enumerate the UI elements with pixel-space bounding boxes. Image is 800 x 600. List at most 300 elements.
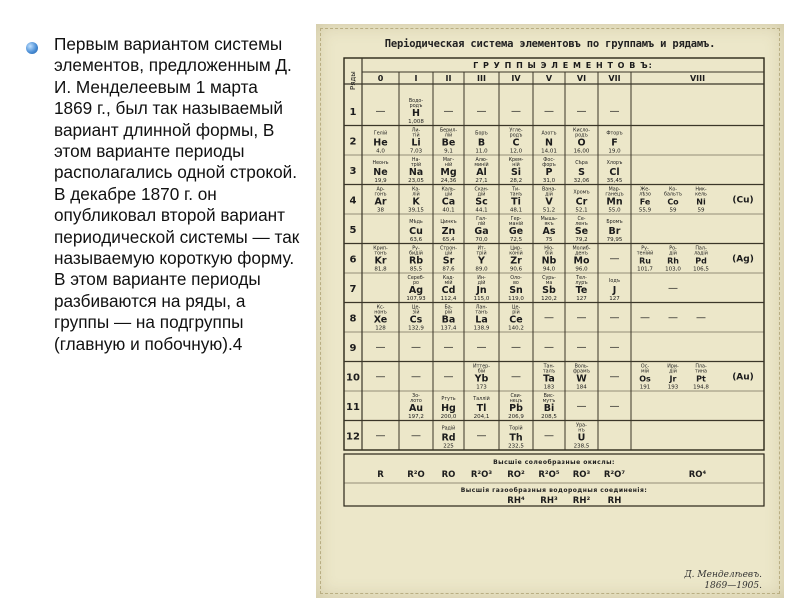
element-name-Na-cont: трій [410, 163, 422, 168]
element-symbol-P: P [545, 167, 553, 178]
element-weight-Zn: 65,4 [442, 237, 455, 243]
empty-cell-dash: — [443, 105, 454, 117]
element-weight-U: 238,5 [573, 443, 590, 450]
element-weight-K: 39,15 [408, 207, 424, 214]
element-name-Ti: Ти- [512, 187, 520, 193]
element-name-Rh: Ро- [669, 246, 677, 252]
hydrides-title: Высшія газообразныя водородныя соединенія: [460, 487, 648, 494]
element-symbol-Ar: Ar [374, 196, 387, 208]
element-symbol-Ag: Ag [408, 285, 424, 296]
element-name-U-cont: нъ [578, 428, 585, 434]
element-name-Ag: Сереб- [407, 276, 425, 281]
element-symbol-Xe: Xe [373, 314, 388, 326]
element-name-Th: Торій [509, 426, 523, 432]
element-weight-Rd: 225 [443, 443, 454, 450]
element-symbol-Nb: Nb [541, 255, 557, 267]
element-weight-La: 138,9 [473, 325, 490, 332]
element-weight-Th: 232,5 [508, 443, 524, 450]
element-name-As-cont: якъ [544, 222, 554, 227]
element-symbol-Rb: Rb [408, 255, 424, 267]
row-number-6: 6 [349, 254, 357, 266]
empty-cell-dash: — [411, 430, 421, 442]
element-weight-Ru: 101,7 [637, 266, 653, 273]
element-weight-W: 184 [576, 384, 587, 391]
element-symbol-Cl: Cl [609, 167, 620, 178]
element-name-Rh-cont: дій [669, 251, 677, 257]
element-symbol-Be: Be [441, 137, 456, 149]
element-weight-O: 16,00 [573, 148, 590, 155]
element-name-K: Ка- [411, 187, 421, 193]
oxide-formula-1: R²O [407, 470, 425, 480]
empty-cell-dash: — [668, 282, 678, 294]
group-number-VII: VII [608, 74, 621, 83]
element-weight-Co: 59 [669, 207, 677, 214]
row-number-1: 1 [349, 106, 357, 118]
slide-text: Первым вариантом системы элементов, предложенным Д. И. Менделеевым 1 марта 1869 г., был так называемый вариант длинной формы, В этом варианте периоды располагались одной строкой. В декабре 1870 г. он опубликовал второй вариант периодической системы — так называемую короткую форму. В этом варианте периоды разбиваются на ряды, а группы — на подгруппы (главную и побочную).4 [54, 34, 300, 354]
element-symbol-Cu: Cu [409, 226, 423, 237]
element-name-H-cont: родъ [409, 104, 423, 109]
row-number-12: 12 [346, 431, 360, 443]
element-name-Cd: Кад- [442, 276, 455, 281]
hydride-formula-2: RH² [572, 496, 591, 506]
element-weight-Ce: 140,2 [508, 325, 524, 332]
element-weight-As: 75 [545, 237, 553, 243]
empty-cell-dash: — [511, 341, 521, 353]
element-name-Pb-cont: нецъ [509, 399, 523, 404]
element-weight-P: 31,0 [542, 178, 556, 184]
element-name-Ca-cont: цій [444, 192, 453, 198]
element-name-Mo: Молиб- [572, 246, 591, 252]
element-name-Cl: Хлоръ [606, 161, 623, 166]
element-weight-Kr: 81,8 [374, 266, 387, 273]
group-number-V: V [545, 74, 553, 83]
element-symbol-Sc: Sc [475, 196, 488, 208]
element-weight-Nb: 94,0 [542, 266, 556, 273]
group-number-VI: VI [576, 74, 587, 83]
empty-cell-dash: — [375, 371, 386, 383]
element-name-C: Угле- [509, 128, 523, 134]
element-name-Au: Зо- [412, 394, 420, 399]
element-weight-N: 14,01 [541, 148, 557, 155]
element-name-Ag-cont: ро [413, 281, 419, 286]
element-weight-H: 1,008 [408, 119, 424, 125]
element-weight-Ta: 183 [543, 384, 555, 391]
element-symbol-U: U [577, 432, 586, 444]
element-weight-Cu: 63,6 [409, 237, 423, 243]
element-weight-Mn: 55,0 [608, 207, 621, 214]
author-years: 1869—1905. [704, 581, 762, 591]
group-eight-bracket-(Ag): (Ag) [732, 254, 754, 265]
element-symbol-Sr: Sr [442, 255, 455, 267]
empty-cell-dash: — [609, 312, 620, 324]
element-name-Br: Бромъ [606, 220, 623, 225]
element-name-Sb: Сурь- [542, 276, 556, 281]
element-weight-Au: 197,2 [408, 414, 424, 420]
element-name-Ge-cont: маній [508, 222, 524, 227]
element-name-Ni: Ник- [695, 187, 707, 193]
element-symbol-S: S [578, 167, 585, 178]
element-name-Mn-cont: ганецъ [605, 192, 624, 198]
element-symbol-Co: Co [667, 197, 679, 207]
element-weight-Mo: 96,0 [575, 266, 588, 273]
element-symbol-Y: Y [478, 255, 485, 267]
element-name-Ce-cont: рій [512, 310, 520, 316]
element-name-Te-cont: луръ [575, 281, 588, 286]
element-name-La: Лан- [475, 305, 488, 311]
element-symbol-Ru: Ru [639, 256, 651, 266]
element-name-Kr-cont: тонъ [374, 251, 387, 257]
element-symbol-Te: Te [575, 285, 588, 296]
element-name-P-cont: форъ [542, 163, 556, 168]
element-symbol-Ni: Ni [696, 197, 706, 207]
element-symbol-Mn: Mn [606, 196, 623, 208]
empty-cell-dash: — [576, 400, 587, 412]
element-symbol-Mg: Mg [440, 167, 457, 178]
element-name-Zn: Цинкъ [440, 220, 457, 225]
element-weight-Mg: 24,36 [440, 178, 457, 184]
element-name-Tl: Таллій [473, 397, 490, 402]
element-weight-Cs: 132,9 [408, 325, 424, 332]
element-name-Nb-cont: бій [545, 251, 553, 257]
row-number-9: 9 [349, 342, 357, 354]
element-name-Ne: Неонъ [372, 161, 389, 166]
element-weight-He: 4,0 [376, 148, 385, 155]
element-name-As: Мышь- [540, 217, 558, 222]
element-weight-Cd: 112,4 [440, 296, 457, 302]
element-weight-Na: 23,05 [408, 178, 424, 184]
element-name-Li: Ли- [411, 128, 421, 134]
empty-cell-dash: — [544, 341, 554, 353]
element-name-N: Азотъ [541, 131, 557, 137]
element-symbol-Ne: Ne [373, 167, 388, 178]
element-symbol-Rd: Rd [441, 432, 456, 444]
row-number-8: 8 [349, 313, 357, 325]
element-name-Si-cont: ній [512, 163, 520, 168]
element-weight-Rh: 103,0 [665, 266, 681, 273]
element-name-Se-cont: ленъ [575, 222, 588, 227]
element-name-Jr-cont: дій [669, 369, 677, 375]
empty-cell-dash: — [375, 430, 386, 442]
element-name-Y-cont: трій [476, 251, 487, 257]
empty-cell-dash: — [696, 312, 706, 324]
periodic-table-scan [316, 24, 784, 598]
element-name-Xe: Кс- [376, 305, 385, 311]
empty-cell-dash: — [544, 430, 554, 442]
element-symbol-F: F [611, 137, 618, 149]
group-number-VIII: VIII [689, 74, 706, 83]
element-weight-Pd: 106,5 [693, 266, 709, 273]
row-number-2: 2 [349, 136, 357, 148]
empty-cell-dash: — [609, 105, 620, 117]
element-name-Fe-cont: лѣзо [639, 192, 651, 198]
oxide-formula-3: R²O³ [470, 470, 493, 480]
element-weight-B: 11,0 [475, 148, 488, 155]
element-name-Ta: Тан- [543, 364, 555, 370]
element-symbol-Ta: Ta [543, 373, 555, 385]
element-name-Yb-cont: бій [477, 369, 486, 375]
element-name-Kr: Крип- [373, 246, 388, 252]
empty-cell-dash: — [411, 341, 421, 353]
group-eight-bracket-(Cu): (Cu) [732, 195, 754, 206]
element-weight-Ba: 137,4 [440, 325, 457, 332]
element-name-Sn: Оло- [510, 276, 522, 281]
element-name-Se: Се- [577, 217, 586, 222]
empty-cell-dash: — [511, 371, 521, 383]
group-number-0: 0 [377, 74, 384, 83]
element-name-Ba: Ба- [444, 305, 453, 311]
empty-cell-dash: — [476, 105, 487, 117]
element-symbol-Mo: Mo [573, 255, 590, 267]
element-symbol-Cs: Cs [409, 314, 423, 326]
element-name-Jn: Ин- [477, 276, 486, 281]
empty-cell-dash: — [576, 341, 587, 353]
element-weight-J: 127 [609, 296, 620, 302]
empty-cell-dash: — [576, 312, 587, 324]
element-weight-Ti: 48,1 [509, 207, 523, 214]
element-weight-Br: 79,95 [606, 237, 623, 243]
empty-cell-dash: — [411, 371, 421, 383]
element-weight-Ge: 72,5 [509, 237, 523, 243]
element-name-Pd: Пал- [695, 246, 707, 252]
element-name-Cd-cont: мій [444, 281, 453, 286]
element-weight-Ar: 38 [377, 207, 384, 214]
element-name-Rb: Ру- [412, 246, 420, 252]
element-name-Sc: Скан- [474, 187, 489, 193]
element-name-Co: Ко- [668, 187, 678, 193]
element-name-Ga: Гал- [476, 217, 487, 222]
element-name-Bi-cont: мутъ [542, 399, 556, 404]
element-name-Al-cont: миній [474, 163, 489, 168]
element-name-H: Водо- [408, 99, 424, 104]
element-weight-Se: 79,2 [575, 237, 588, 243]
element-name-Ge: Гер- [510, 217, 522, 222]
element-name-Rb-cont: бидій [409, 251, 423, 257]
element-symbol-Br: Br [608, 226, 621, 237]
element-name-Bi: Вис- [543, 394, 555, 399]
element-symbol-Ga: Ga [474, 226, 489, 237]
element-name-K-cont: лій [412, 192, 420, 198]
empty-cell-dash: — [443, 341, 454, 353]
element-name-O-cont: родъ [575, 133, 588, 139]
element-symbol-As: As [542, 226, 556, 237]
row-number-5: 5 [349, 224, 357, 236]
empty-cell-dash: — [609, 400, 620, 412]
element-name-Be: Берил- [439, 128, 458, 134]
element-weight-Ca: 40,1 [442, 207, 455, 214]
element-symbol-N: N [545, 137, 553, 149]
element-name-Cs-cont: зій [412, 310, 420, 316]
element-weight-Pt: 194,8 [693, 384, 709, 391]
oxide-formula-2: RO [441, 470, 456, 480]
empty-cell-dash: — [476, 341, 487, 353]
element-name-Pb: Сви- [510, 394, 522, 399]
group-number-II: II [445, 74, 452, 83]
empty-cell-dash: — [544, 105, 554, 117]
oxide-formula-7: R²O⁷ [603, 470, 626, 480]
element-symbol-Se: Se [574, 226, 589, 237]
element-name-Ca: Каль- [441, 187, 456, 193]
element-name-Os: Ос- [640, 364, 650, 370]
element-name-Ta-cont: талъ [542, 369, 556, 375]
element-weight-V: 51,2 [542, 207, 556, 214]
element-symbol-Sn: Sn [509, 285, 523, 296]
element-weight-Os: 191 [639, 384, 651, 391]
element-name-W: Воль- [574, 364, 589, 370]
element-symbol-Cr: Cr [575, 196, 588, 208]
element-name-U: Ура- [576, 423, 587, 429]
element-name-Sn-cont: во [513, 281, 519, 286]
element-symbol-Yb: Yb [474, 373, 489, 385]
element-symbol-J: J [612, 285, 617, 296]
element-name-Ga-cont: лій [477, 222, 486, 227]
element-weight-F: 19,0 [608, 148, 621, 155]
element-name-J: Іодъ [608, 279, 621, 284]
element-name-P: Фос- [543, 158, 555, 163]
group-number-III: III [477, 74, 486, 83]
element-symbol-Ge: Ge [508, 226, 524, 237]
element-name-Pt-cont: тина [695, 369, 707, 375]
row-number-10: 10 [346, 372, 360, 384]
element-symbol-Hg: Hg [441, 403, 456, 414]
element-weight-Fe: 55,9 [638, 207, 652, 214]
element-name-Os-cont: мій [640, 369, 650, 375]
element-name-Ti-cont: танъ [509, 192, 523, 198]
empty-cell-dash: — [576, 105, 587, 117]
element-name-Zr: Цир- [510, 246, 522, 252]
empty-cell-dash: — [443, 371, 454, 383]
element-name-Yb: Иттер- [473, 364, 490, 370]
element-weight-S: 32,06 [573, 178, 590, 184]
element-symbol-Si: Si [510, 167, 522, 178]
author-signature [684, 570, 762, 592]
element-name-Nb: Ніо- [544, 246, 554, 252]
element-symbol-W: W [576, 373, 587, 385]
element-symbol-Pt: Pt [696, 374, 706, 384]
empty-cell-dash: — [609, 371, 620, 383]
periodic-table [316, 24, 784, 598]
element-name-Cs: Це- [411, 305, 421, 311]
element-symbol-B: B [477, 137, 486, 149]
element-symbol-Kr: Kr [374, 255, 387, 267]
element-weight-Xe: 128 [375, 325, 386, 332]
element-name-Na: На- [411, 158, 421, 163]
element-weight-Be: 9,1 [444, 148, 453, 155]
element-name-Al: Алю- [475, 158, 488, 163]
element-symbol-Pb: Pb [509, 403, 523, 414]
element-name-W-cont: фрамъ [572, 369, 591, 375]
element-name-O: Кисло- [573, 128, 590, 134]
element-weight-Jn: 115,0 [473, 296, 490, 302]
element-symbol-He: He [373, 137, 388, 149]
table-title: Періодическая система элементовъ по группамъ и рядамъ. [384, 38, 716, 50]
empty-cell-dash: — [544, 312, 554, 324]
element-name-Li-cont: тій [412, 133, 420, 139]
element-name-Jn-cont: дій [477, 281, 486, 286]
element-name-V: Вана- [541, 187, 557, 193]
empty-cell-dash: — [476, 430, 487, 442]
element-symbol-Tl: Tl [476, 403, 487, 414]
element-weight-Yb: 173 [476, 384, 487, 391]
element-weight-Sn: 119,0 [508, 296, 524, 302]
element-name-Hg: Ртуть [441, 397, 456, 402]
element-name-Xe-cont: нонъ [374, 310, 387, 316]
element-name-Te: Тел- [576, 276, 587, 281]
element-weight-Sr: 87,6 [442, 266, 455, 273]
element-weight-C: 12,0 [509, 148, 523, 155]
element-weight-Si: 28,2 [509, 178, 523, 184]
element-name-Ar: Ар- [376, 187, 385, 193]
hydride-formula-3: RH [607, 496, 622, 506]
element-symbol-Sb: Sb [542, 285, 556, 296]
empty-cell-dash: — [640, 312, 650, 324]
element-name-Pd-cont: ладій [694, 251, 708, 257]
bullet-icon [26, 42, 38, 54]
author-name: Д. Менделѣевъ. [684, 570, 762, 580]
element-name-Mn: Мар- [608, 187, 621, 193]
element-weight-Al: 27,1 [475, 178, 488, 184]
element-name-Ru: Ру- [641, 246, 649, 252]
element-symbol-Zr: Zr [510, 255, 522, 267]
row-number-3: 3 [349, 165, 357, 177]
element-name-Sc-cont: дій [477, 192, 486, 198]
oxides-title: Высшіе солеобразные окислы: [493, 459, 615, 466]
element-weight-Hg: 200,0 [440, 414, 457, 420]
element-name-Ru-cont: тенійй [636, 251, 654, 257]
element-name-Si: Крем- [508, 158, 524, 163]
element-name-Jr: Ири- [667, 364, 679, 370]
element-symbol-Al: Al [476, 167, 487, 178]
element-symbol-Ba: Ba [441, 314, 456, 326]
element-weight-Cr: 52,1 [575, 207, 588, 214]
element-name-Mo-cont: денъ [575, 251, 588, 257]
element-symbol-Fe: Fe [639, 197, 651, 207]
element-weight-Rb: 85,5 [409, 266, 423, 273]
element-weight-Ne: 19,9 [374, 178, 387, 184]
element-symbol-Ca: Ca [441, 196, 456, 208]
element-symbol-H: H [412, 108, 420, 119]
element-symbol-Na: Na [408, 167, 424, 178]
element-weight-Li: 7,03 [409, 148, 423, 155]
oxide-formula-0: R [377, 470, 384, 480]
oxide-formula-6: RO³ [572, 470, 591, 480]
empty-cell-dash: — [609, 341, 620, 353]
rows-header: Ряды [349, 71, 357, 90]
element-name-Ba-cont: рій [444, 310, 453, 316]
element-name-Ar-cont: гонъ [374, 192, 387, 198]
element-name-Au-cont: лото [410, 399, 422, 404]
element-symbol-Cd: Cd [441, 285, 456, 296]
element-name-He: Гелій [373, 131, 388, 137]
element-weight-Ni: 59 [697, 207, 705, 214]
element-name-Fe: Же- [640, 187, 650, 193]
element-weight-Tl: 204,1 [473, 414, 490, 420]
element-name-Cr: Хромъ [573, 190, 590, 196]
element-name-Be-cont: лій [444, 133, 453, 139]
element-symbol-Ce: Ce [509, 314, 523, 326]
element-symbol-La: La [475, 314, 488, 326]
element-name-B: Боръ [475, 131, 488, 137]
element-symbol-C: C [512, 137, 520, 149]
element-name-Pt: Пла- [695, 364, 707, 370]
element-symbol-Th: Th [509, 432, 523, 444]
element-name-Mg: Маг- [442, 158, 455, 163]
empty-cell-dash: — [668, 312, 678, 324]
element-name-Cu: Мѣдь [409, 220, 423, 225]
element-weight-Jr: 193 [667, 384, 679, 391]
element-weight-Ga: 70,0 [475, 237, 488, 243]
element-name-Rd: Радій [441, 426, 456, 432]
element-symbol-Bi: Bi [543, 403, 555, 414]
